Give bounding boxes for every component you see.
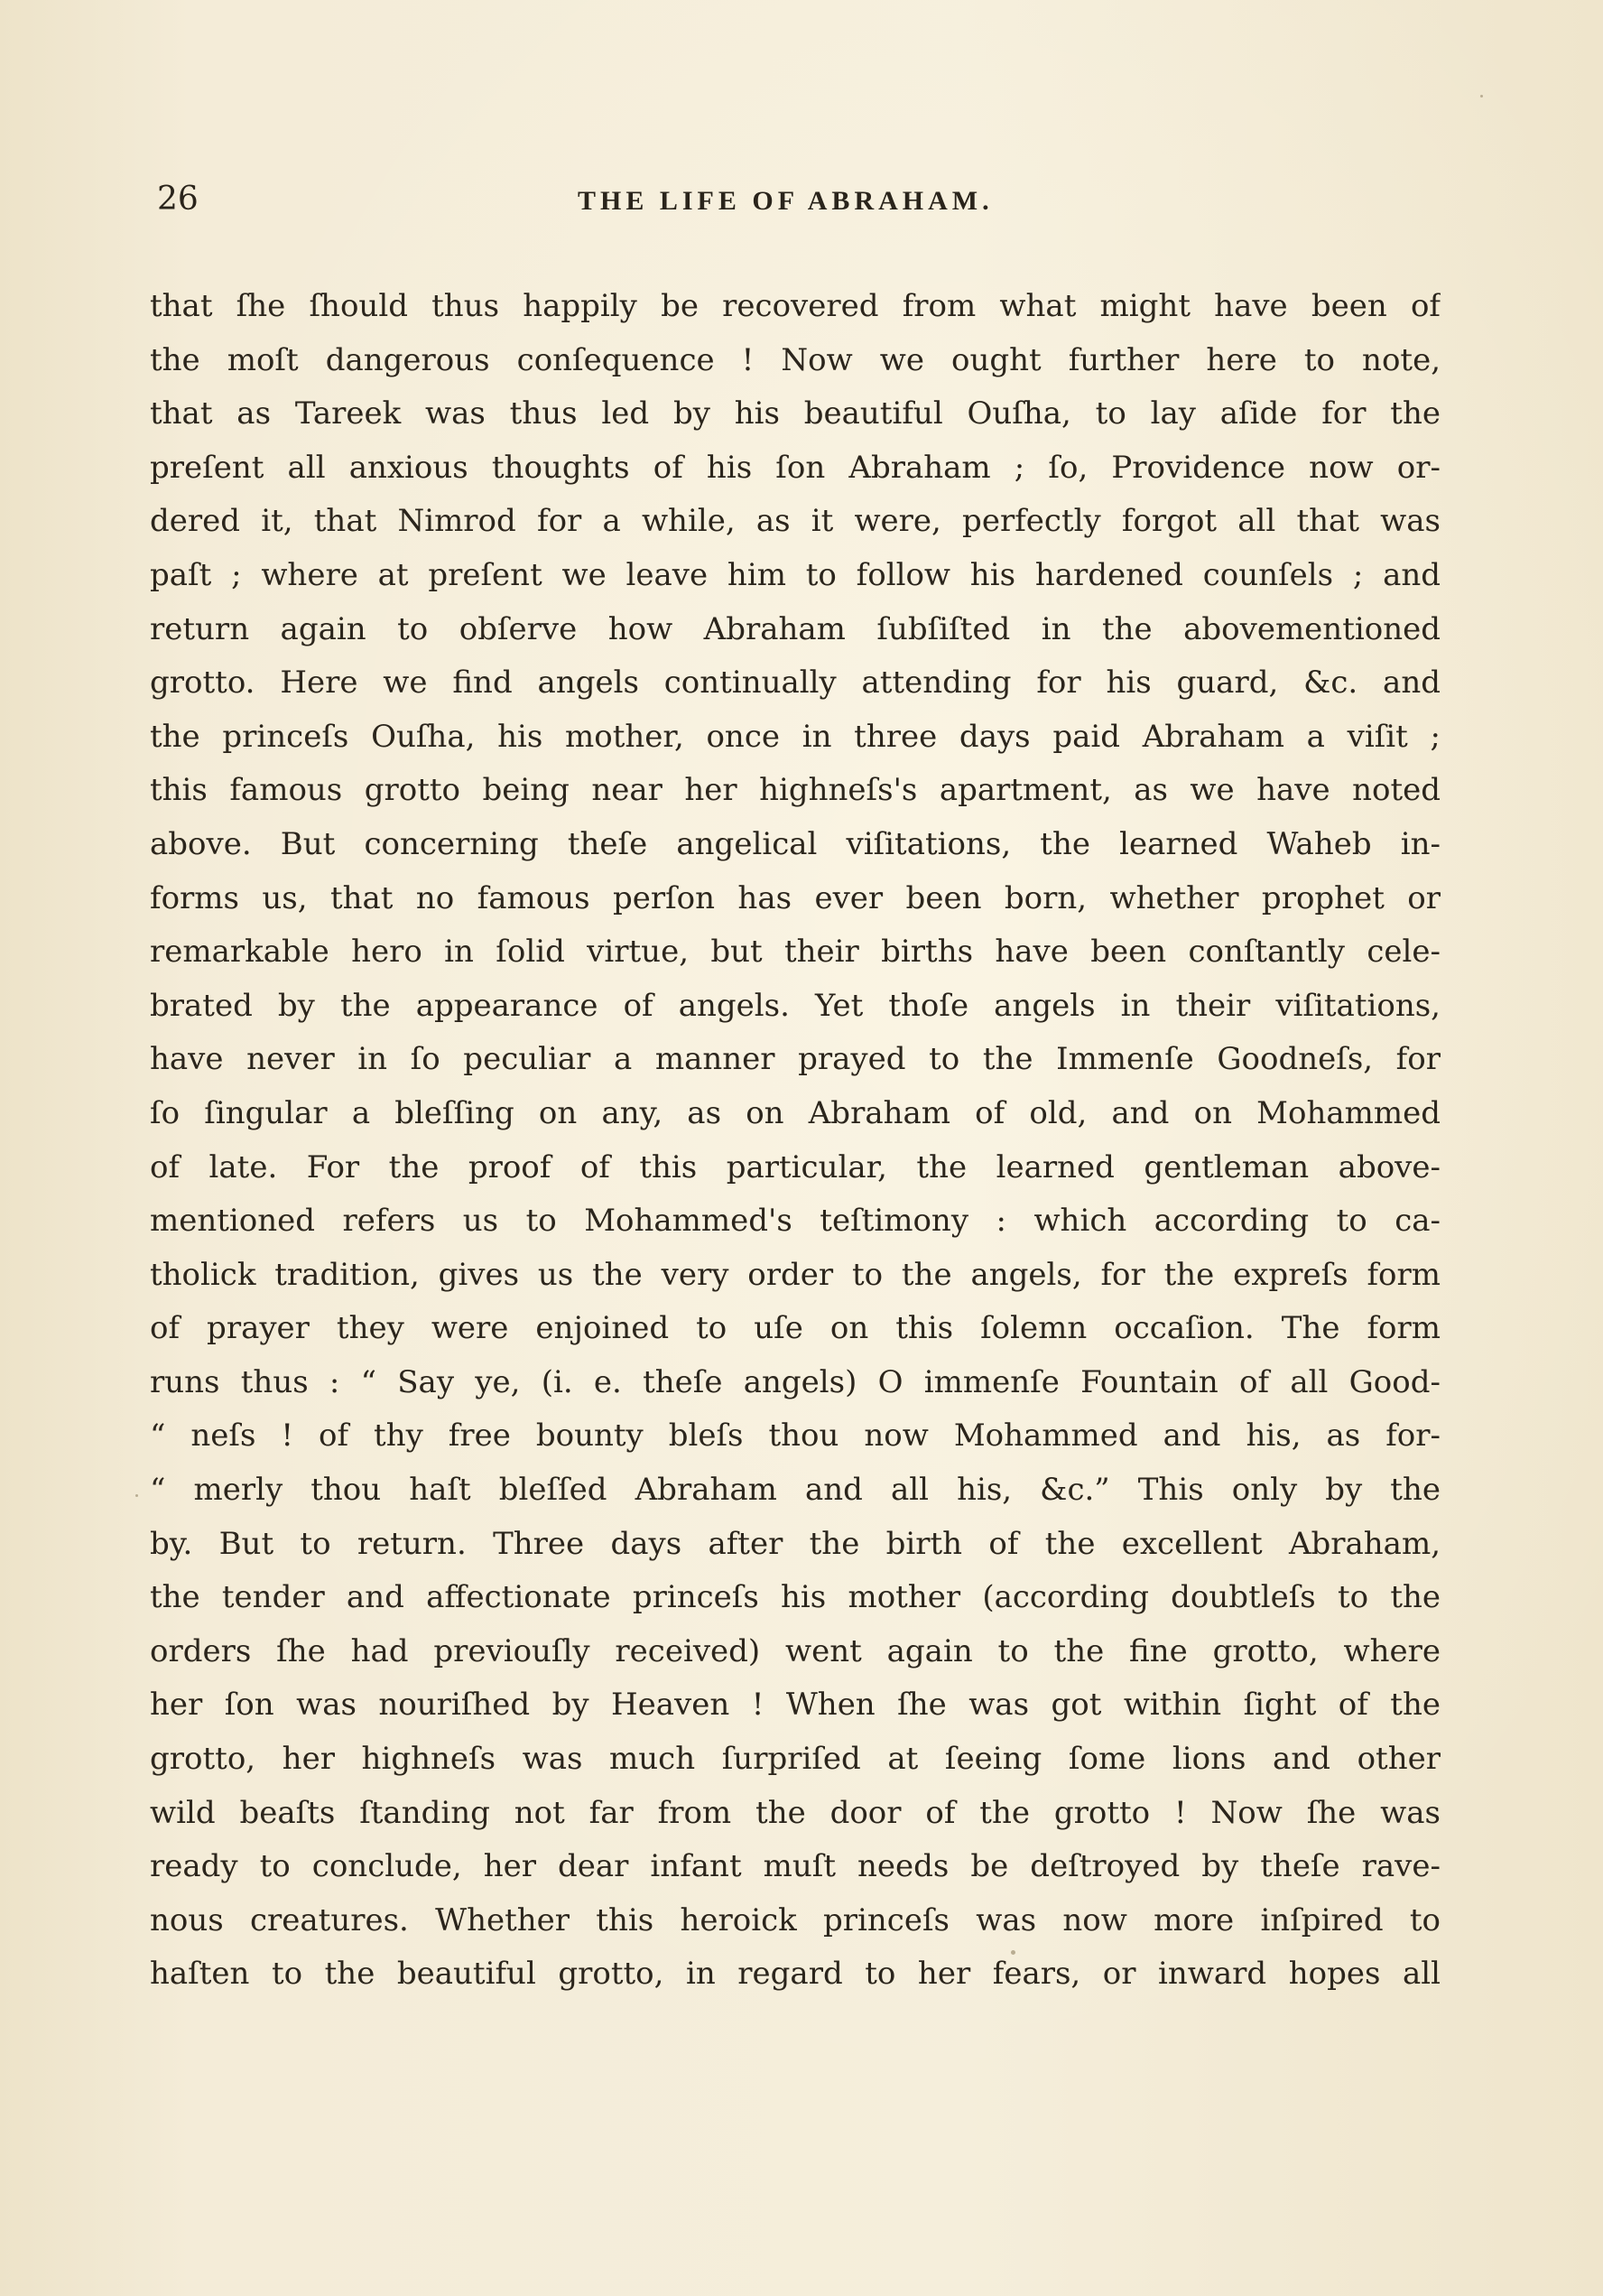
text-line: nous creatures. Whether this heroick princeſs was now more inſpired to (150, 1901, 1441, 1938)
text-line: forms us, that no famous perſon has ever been born, whether prophet or (150, 879, 1441, 916)
text-line: grotto, her highneſs was much ſurpriſed at ſeeing ſome lions and other (150, 1741, 1441, 1778)
text-line: paſt ; where at preſent we leave him to follow his hardened counſels ; and (150, 556, 1441, 593)
paper-speck (135, 1494, 138, 1497)
text-line: tholick tradition, gives us the very order to the angels, for the expreſs form (150, 1256, 1441, 1293)
text-line: runs thus : “ Say ye, (i. e. theſe angels) O immenſe Fountain of all Good- (150, 1363, 1441, 1400)
text-line: of late. For the proof of this particular, the learned gentleman above- (150, 1148, 1441, 1185)
text-line: that ſhe ſhould thus happily be recovered from what might have been of (150, 288, 1441, 324)
text-line: by. But to return. Three days after the birth of the excellent Abraham, (150, 1525, 1441, 1562)
text-line: the tender and affectionate princeſs his mother (according doubtleſs to the (150, 1579, 1441, 1616)
text-line: her ſon was nouriſhed by Heaven ! When ſhe was got within ſight of the (150, 1687, 1441, 1724)
text-line: “ merly thou haſt bleſſed Abraham and all his, &c.” This only by the (150, 1472, 1441, 1509)
running-head (157, 181, 1439, 235)
text-line: of prayer they were enjoined to uſe on this ſolemn occaſion. The form (150, 1310, 1441, 1347)
text-line: haſten to the beautiful grotto, in regard to her fears, or inward hopes all (150, 1956, 1441, 1993)
running-head-title: THE LIFE OF ABRAHAM. (578, 186, 994, 216)
paper-speck (1011, 1950, 1015, 1955)
text-line: above. But concerning theſe angelical viſitations, the learned Waheb in- (150, 825, 1441, 862)
text-line: preſent all anxious thoughts of his ſon Abraham ; ſo, Providence now or- (150, 449, 1441, 486)
text-line: have never in ſo peculiar a manner prayed to the Immenſe Goodneſs, for (150, 1041, 1441, 1078)
text-line: grotto. Here we find angels continually attending for his guard, &c. and (150, 665, 1441, 702)
text-line: return again to obſerve how Abraham ſubſiſted in the abovementioned (150, 610, 1441, 647)
text-line: this famous grotto being near her highneſs's apartment, as we have noted (150, 772, 1441, 809)
text-line: remarkable hero in ſolid virtue, but their births have been conſtantly cele- (150, 934, 1441, 971)
text-line: the princeſs Ouſha, his mother, once in three days paid Abraham a viſit ; (150, 718, 1441, 755)
paper-speck (1480, 95, 1483, 98)
page-number: 26 (157, 181, 199, 218)
text-line: dered it, that Nimrod for a while, as it were, perfectly forgot all that was (150, 503, 1441, 540)
text-line: wild beaſts ſtanding not far from the door of the grotto ! Now ſhe was (150, 1794, 1441, 1831)
text-line: ready to conclude, her dear infant muſt needs be deſtroyed by theſe rave- (150, 1848, 1441, 1885)
text-line: orders ſhe had previouſly received) went again to the fine grotto, where (150, 1632, 1441, 1669)
text-line: that as Tareek was thus led by his beautiful Ouſha, to lay aſide for the (150, 395, 1441, 432)
text-line: “ neſs ! of thy free bounty bleſs thou now Mohammed and his, as for- (150, 1418, 1441, 1455)
text-line: ſo ſingular a bleſſing on any, as on Abraham of old, and on Mohammed (150, 1094, 1441, 1131)
text-line: the moſt dangerous conſequence ! Now we ought further here to note, (150, 341, 1441, 378)
text-line: mentioned refers us to Mohammed's teſtimony : which according to ca- (150, 1203, 1441, 1240)
body-text (150, 280, 1441, 2002)
text-line: brated by the appearance of angels. Yet thoſe angels in their viſitations, (150, 987, 1441, 1024)
